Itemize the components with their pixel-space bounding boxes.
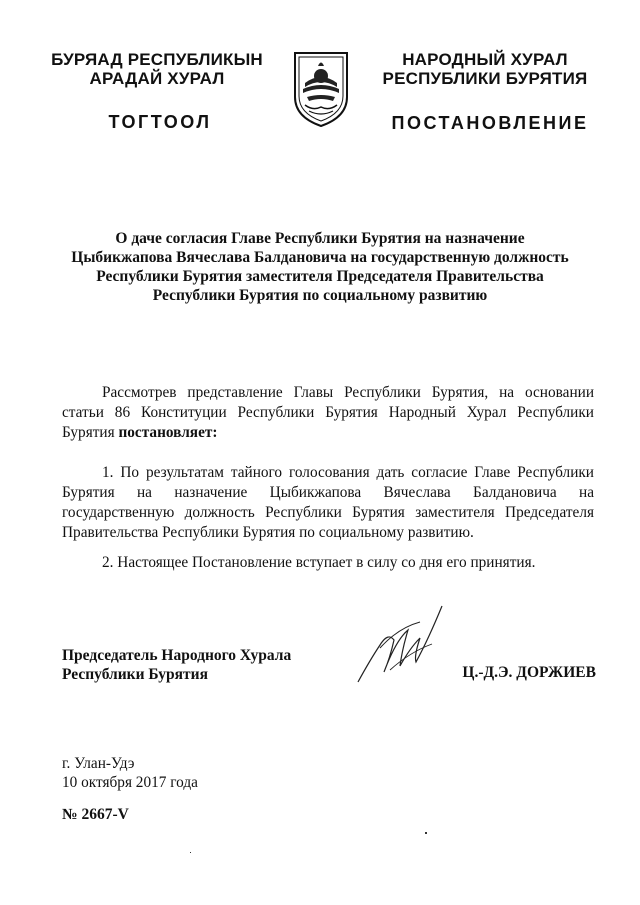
right-organization-name [380,50,590,88]
place-and-date [62,754,198,792]
scan-speck [425,832,427,834]
position-line-2: Республики Бурятия [62,666,208,683]
signatory-name: Ц.-Д.Э. ДОРЖИЕВ [462,664,596,681]
left-org-line-2: АРАДАЙ ХУРАЛ [89,69,225,88]
title-line-2: Цыбикжапова Вячеслава Балдановича на государственную должность [71,249,569,266]
handwritten-signature [350,600,450,690]
left-act-type: ТОГТООЛ [108,112,212,132]
right-org-line-2: РЕСПУБЛИКИ БУРЯТИЯ [382,69,588,88]
left-org-line-1: БУРЯАД РЕСПУБЛИКЫН [51,50,263,69]
title-line-4: Республики Бурятия по социальному развитию [152,287,488,304]
scan-speck [190,852,191,853]
intro-text: Рассмотрев представление Главы Республики Бурятия, на основании статьи 86 Конституции Республики Бурятия Народный Хурал Республики Бурятия [62,384,594,441]
place: г. Улан-Удэ [62,755,135,772]
resolution-item-1: 1. По результатам тайного голосования дать согласие Главе Республики Бурятия на назначение Цыбикжапова Вячеслава Балдановича на государственную должность Республики Бурятия заместителя Председателя Правительства Республики Бурятия по социальному развитию. [62,464,594,541]
coat-of-arms-icon [291,49,351,129]
right-org-line-1: НАРОДНЫЙ ХУРАЛ [402,50,568,69]
title-line-3: Республики Бурятия заместителя Председателя Правительства [96,268,544,285]
resolution-item-2: 2. Настоящее Постановление вступает в силу со дня его принятия. [102,554,536,571]
title-line-1: О даче согласия Главе Республики Бурятия на назначение [115,230,525,247]
right-act-type: ПОСТАНОВЛЕНИЕ [391,113,589,133]
position-line-1: Председатель Народного Хурала [62,647,292,664]
resolves-keyword: постановляет: [118,424,218,441]
document-number: № 2667-V [62,806,129,823]
document-title [70,229,570,305]
date: 10 октября 2017 года [62,774,198,791]
intro-paragraph [62,383,594,443]
left-organization-name [48,50,266,88]
signatory-position [62,646,322,684]
